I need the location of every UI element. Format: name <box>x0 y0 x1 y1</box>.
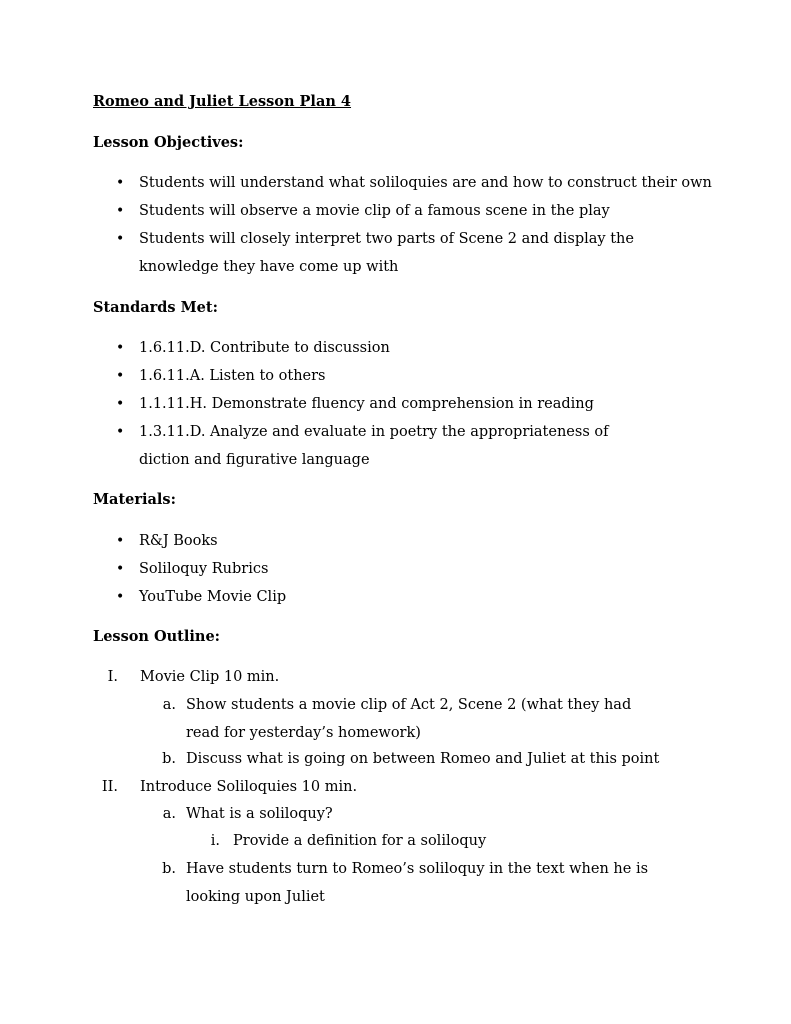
outline-heading: Lesson Outline: <box>93 628 221 645</box>
bullet-icon: • <box>116 231 125 247</box>
outline-marker: b. <box>162 861 176 877</box>
bullet-icon: • <box>116 175 125 191</box>
standard-item <box>116 418 656 474</box>
material-text: YouTube Movie Clip <box>139 589 287 605</box>
outline-marker: i. <box>210 833 220 849</box>
material-item <box>116 527 716 555</box>
outline-subitem-text: Provide a definition for a soliloquy <box>233 833 487 849</box>
standard-item <box>116 362 716 390</box>
standard-item <box>116 390 716 418</box>
outline-subitem-text: Have students turn to Romeo’s soliloquy in the text when he is looking upon Juliet <box>186 861 649 905</box>
material-item <box>116 583 716 611</box>
objective-item <box>116 225 696 281</box>
outline-section-text: Movie Clip 10 min. <box>140 669 280 685</box>
outline-subitem-text: Show students a movie clip of Act 2, Scene 2 (what they had read for yesterday’s homework) <box>186 697 632 741</box>
bullet-icon: • <box>116 424 125 440</box>
bullet-icon: • <box>116 561 125 577</box>
bullet-icon: • <box>116 368 125 384</box>
objective-text: Students will observe a movie clip of a famous scene in the play <box>139 203 610 219</box>
materials-heading: Materials: <box>93 491 176 508</box>
outline-subitem <box>140 691 650 747</box>
objectives-heading: Lesson Objectives: <box>93 134 244 151</box>
outline-subitem <box>140 745 700 773</box>
outline-subitem <box>140 855 700 911</box>
bullet-icon: • <box>116 533 125 549</box>
outline-marker: b. <box>162 751 176 767</box>
outline-section-text: Introduce Soliloquies 10 min. <box>140 779 358 795</box>
outline-subitem-text: What is a soliloquy? <box>186 806 333 822</box>
material-item <box>116 555 716 583</box>
standards-heading: Standards Met: <box>93 299 218 316</box>
standard-text: 1.1.11.H. Demonstrate fluency and comprehension in reading <box>139 396 594 412</box>
standard-text: 1.6.11.D. Contribute to discussion <box>139 340 390 356</box>
bullet-icon: • <box>116 340 125 356</box>
objective-item <box>116 169 716 197</box>
objective-text: Students will closely interpret two parts of Scene 2 and display the knowledge they have come up with <box>139 231 634 275</box>
standard-item <box>116 334 716 362</box>
bullet-icon: • <box>116 396 125 412</box>
outline-subitem-text: Discuss what is going on between Romeo and Juliet at this point <box>186 751 660 767</box>
outline-marker: II. <box>101 779 118 795</box>
document-title: Romeo and Juliet Lesson Plan 4 <box>93 93 352 110</box>
outline-marker: a. <box>162 697 176 713</box>
outline-subitem <box>190 827 690 855</box>
objective-text: Students will understand what soliloquies are and how to construct their own <box>139 175 712 191</box>
standard-text: 1.3.11.D. Analyze and evaluate in poetry the appropriateness of diction and figurative language <box>139 424 609 468</box>
standard-text: 1.6.11.A. Listen to others <box>139 368 326 384</box>
objective-item <box>116 197 716 225</box>
outline-marker: I. <box>107 669 118 685</box>
material-text: Soliloquy Rubrics <box>139 561 269 577</box>
outline-section <box>90 663 690 691</box>
outline-marker: a. <box>162 806 176 822</box>
material-text: R&J Books <box>139 533 218 549</box>
bullet-icon: • <box>116 589 125 605</box>
bullet-icon: • <box>116 203 125 219</box>
outline-section <box>90 773 690 801</box>
outline-subitem <box>140 800 700 828</box>
